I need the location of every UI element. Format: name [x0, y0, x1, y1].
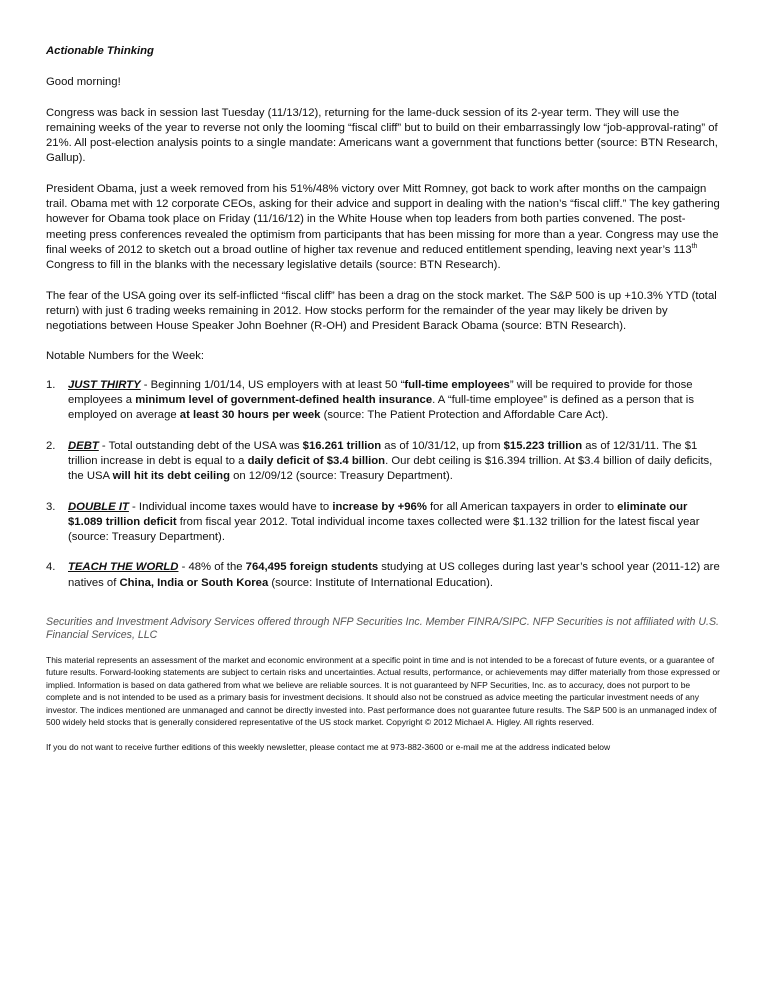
item-text: from fiscal year 2012. Total individual income taxes collected were $1.132 trillion for the latest fiscal year (source: Treasury Department). — [68, 515, 700, 544]
notable-numbers-title: Notable Numbers for the Week: — [46, 350, 205, 363]
unsubscribe-notice: If you do not want to receive further editions of this weekly newsletter, please contact me at 973-882-3600 or e-mail me at the address indicated below — [46, 742, 611, 753]
item-highlight: minimum level of government-defined health insurance — [135, 394, 433, 407]
item-highlight: 764,495 foreign students — [245, 561, 379, 574]
item-highlight: at least 30 hours per week — [179, 409, 321, 422]
item-text: . A “full-time employee” is defined as a person that is employed on average — [68, 394, 694, 422]
list-item-number: 3. — [46, 500, 56, 513]
item-text: as of 12/31/11. The $1 trillion increase in debt is equal to a — [68, 439, 698, 467]
list-item-teach-the-world — [46, 560, 722, 591]
item-highlight: increase by +96% — [332, 500, 427, 513]
item-title: JUST THIRTY — [68, 378, 141, 391]
item-text: studying at US colleges during last year’s school year (2011-12) are natives of — [68, 561, 720, 589]
para2-text-before: President Obama, just a week removed from his 51%/48% victory over Mitt Romney, got back to work after months on the campaign trail. Obama met with 12 corporate CEOs, asking for their advice and support in dealing with the nation’s “fiscal cliff.” The key gathering however for Obama took place on Friday (11/16/12) in the White House when top leaders from both parties convened. The post-meeting press conferences revealed the optimism from participants that has been missing for more than a year. Congress may use the final weeks of 2012 to sketch out a broad outline of higher tax revenue and reduced entitlement spending, leaving next year’s 113 — [46, 182, 720, 256]
item-text: (source: The Patient Protection and Affordable Care Act). — [320, 409, 609, 422]
item-text: ” will be required to provide for those employees a — [68, 378, 693, 407]
item-text: for all American taxpayers in order to — [426, 500, 618, 513]
item-text: on 12/09/12 (source: Treasury Department). — [229, 470, 453, 483]
list-item-just-thirty — [46, 378, 722, 424]
item-text: - 48% of the — [178, 561, 246, 574]
list-item-number: 2. — [46, 439, 56, 452]
item-highlight: China, India or South Korea — [119, 576, 269, 589]
item-text: - Individual income taxes would have to — [128, 500, 333, 513]
item-highlight: full-time employees — [404, 378, 510, 391]
item-text: . Our debt ceiling is $16.394 trillion. At $3.4 billion of daily deficits, the USA — [68, 454, 713, 483]
legal-disclaimer: This material represents an assessment of the market and economic environment at a specific point in time and is not intended to be a forecast of future events, or a guarantee of future results. Forward-looking statements are subject to certain risks and uncertainties. Actual results, performance, or achievements may differ materially from those expressed or implied. Information is based on data gathered from what we believe are reliable sources. It is not guaranteed by NFP Securities, Inc. as to accuracy, does not purport to be complete and is not intended to be used as a primary basis for investment decisions. It should also not be construed as advice meeting the particular investment needs of any investor. The indices mentioned are unmanaged and cannot be directly invested into. Past performance does not guarantee future results. The S&P 500 is an unmanaged index of 500 widely held stocks that is generally considered representative of the US stock market. Copyright © 2012 Michael A. Higley. All rights reserved. — [46, 655, 720, 728]
newsletter-heading: Actionable Thinking — [46, 45, 154, 57]
item-highlight: $15.223 trillion — [503, 439, 583, 452]
ordinal-suffix: th — [691, 243, 698, 251]
item-text: as of 10/31/12, up from — [381, 439, 504, 452]
item-title: TEACH THE WORLD — [68, 561, 179, 574]
item-highlight: daily deficit of $3.4 billion — [247, 454, 386, 467]
firm-notice: Securities and Investment Advisory Services offered through NFP Securities Inc. Member FINRA/SIPC. NFP Securities is not affiliated with U.S. Financial Services, LLC — [46, 616, 719, 642]
item-title: DOUBLE IT — [68, 500, 129, 513]
paragraph-fiscal-cliff: The fear of the USA going over its self-inflicted “fiscal cliff” has been a drag on the stock market. The S&P 500 is up +10.3% YTD (total return) with just 6 trading weeks remaining in 2012. How stocks perform for the remainder of the year may likely be driven by negotiations between House Speaker John Boehner (R-OH) and President Barack Obama (source: BTN Research). — [46, 289, 717, 333]
paragraph-obama-meeting — [46, 182, 722, 274]
notable-numbers-list — [46, 378, 722, 591]
item-title: DEBT — [68, 439, 99, 452]
greeting: Good morning! — [46, 76, 121, 89]
list-item-double-it — [46, 500, 722, 546]
item-highlight: eliminate our $1.089 trillion deficit — [68, 500, 688, 528]
list-item-number: 4. — [46, 561, 56, 574]
item-text: - Total outstanding debt of the USA was — [98, 439, 303, 452]
item-highlight: will hit its debt ceiling — [112, 470, 230, 483]
para2-text-after: Congress to fill in the blanks with the necessary legislative details (source: BTN Research). — [46, 259, 501, 272]
paragraph-congress-session: Congress was back in session last Tuesday (11/13/12), returning for the lame-duck session of its 2-year term. They will use the remaining weeks of the year to reverse not only the looming “fiscal cliff” but to build on their embarrassingly low “job-approval-rating” of 21%. All post-election analysis points to a single mandate: Americans want a government that functions better (source: BTN Research, Gallup). — [46, 106, 718, 165]
item-text: (source: Institute of International Education). — [268, 576, 494, 589]
item-text: - Beginning 1/01/14, US employers with at least 50 “ — [140, 378, 405, 391]
list-item-number: 1. — [46, 378, 56, 391]
list-item-debt — [46, 439, 722, 485]
item-highlight: $16.261 trillion — [302, 439, 382, 452]
